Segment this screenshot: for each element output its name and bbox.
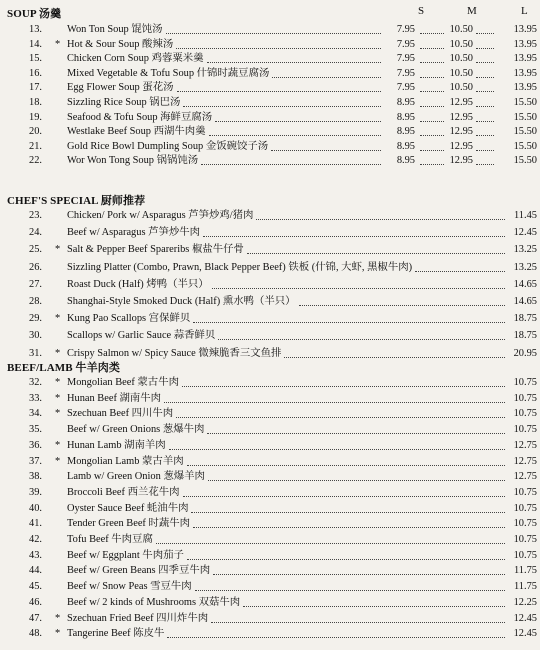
spicy-marker: * xyxy=(55,377,61,388)
menu-item-row xyxy=(0,406,540,422)
price-large: 15.50 xyxy=(513,97,537,108)
item-name: Scallops w/ Garlic Sauce 蒜香鲜贝 xyxy=(67,330,216,342)
menu-item-row xyxy=(0,37,540,53)
menu-item-row xyxy=(0,501,540,517)
item-name: Sizzling Rice Soup 锅巴汤 xyxy=(67,97,181,108)
item-name: Mongolian Beef 蒙古牛肉 xyxy=(67,377,179,388)
item-name: Seafood & Tofu Soup 海鲜豆腐汤 xyxy=(67,111,213,123)
dot-leader xyxy=(476,33,494,34)
menu-item-row xyxy=(0,294,540,310)
item-number: 25. xyxy=(29,244,42,256)
item-number: 41. xyxy=(29,518,42,530)
item-name: Egg Flower Soup 蛋花汤 xyxy=(67,82,174,94)
item-number: 22. xyxy=(29,155,42,167)
item-price: 10.75 xyxy=(513,408,537,420)
item-name: Beef w/ 2 kinds of Mushrooms 双菇牛肉 xyxy=(67,596,241,608)
item-number: 20. xyxy=(29,126,42,138)
item-name: Broccoli Beef 西兰花牛肉 xyxy=(67,486,180,498)
item-price: 10.75 xyxy=(513,502,537,514)
price-small: 7.95 xyxy=(396,82,415,94)
item-number: 48. xyxy=(29,628,42,640)
dot-leader xyxy=(191,512,505,513)
price-large: 15.50 xyxy=(513,140,537,152)
menu-item-row xyxy=(0,346,540,362)
item-price: 12.75 xyxy=(513,439,537,451)
menu-item-row xyxy=(0,124,540,140)
menu-item-row xyxy=(0,110,540,126)
item-number: 26. xyxy=(29,261,42,273)
menu-item-row xyxy=(0,95,540,111)
item-number: 29. xyxy=(29,313,42,325)
menu-item-row xyxy=(0,328,540,344)
price-large: 15.50 xyxy=(513,126,537,138)
item-price: 10.75 xyxy=(513,518,537,530)
price-small: 8.95 xyxy=(396,111,415,123)
menu-item-row xyxy=(0,391,540,407)
menu-item-row xyxy=(0,611,540,627)
item-number: 37. xyxy=(29,455,42,467)
menu-item-row xyxy=(0,516,540,532)
dot-leader xyxy=(476,62,494,63)
size-header-small: S xyxy=(418,5,425,17)
dot-leader xyxy=(201,164,381,165)
dot-leader xyxy=(476,135,494,136)
price-medium: 12.95 xyxy=(449,155,473,167)
menu-item-row xyxy=(0,66,540,82)
price-small: 7.95 xyxy=(396,38,415,50)
dot-leader xyxy=(209,135,381,136)
dot-leader xyxy=(272,77,381,78)
price-medium: 10.50 xyxy=(449,24,473,35)
menu-item-row xyxy=(0,469,540,485)
chef-section-title: CHEF'S SPECIAL 厨师推荐 xyxy=(7,195,146,207)
price-large: 15.50 xyxy=(513,155,537,167)
price-small: 7.95 xyxy=(396,24,415,35)
item-name: Chicken/ Pork w/ Asparagus 芦笋炒鸡/猪肉 xyxy=(67,210,254,221)
dot-leader xyxy=(176,48,381,49)
item-price: 14.65 xyxy=(513,278,537,290)
menu-item-row xyxy=(0,51,540,67)
item-number: 42. xyxy=(29,534,42,545)
item-name: Beef w/ Eggplant 牛肉茄子 xyxy=(67,549,184,561)
size-header-large: L xyxy=(521,5,528,17)
item-name: Gold Rice Bowl Dumpling Soup 金饭碗饺子汤 xyxy=(67,140,269,152)
item-name: Tofu Beef 牛肉豆腐 xyxy=(67,534,153,545)
menu-item-row xyxy=(0,548,540,564)
item-number: 14. xyxy=(29,38,42,50)
item-number: 23. xyxy=(29,210,42,221)
menu-item-row xyxy=(0,242,540,258)
item-name: Salt & Pepper Beef Spareribs 椒盐牛仔骨 xyxy=(67,244,244,256)
dot-leader xyxy=(218,339,505,340)
item-number: 43. xyxy=(29,549,42,561)
dot-leader xyxy=(177,91,381,92)
menu-item-row xyxy=(0,595,540,611)
price-medium: 10.50 xyxy=(449,53,473,65)
dot-leader xyxy=(213,574,505,575)
price-small: 7.95 xyxy=(396,67,415,79)
menu-item-row xyxy=(0,260,540,276)
item-name: Beef w/ Snow Peas 雪豆牛肉 xyxy=(67,581,192,593)
item-name: Lamb w/ Green Onion 葱爆羊肉 xyxy=(67,471,205,483)
dot-leader xyxy=(187,559,505,560)
dot-leader xyxy=(476,48,494,49)
dot-leader xyxy=(211,622,505,623)
dot-leader xyxy=(476,91,494,92)
dot-leader xyxy=(183,496,505,497)
item-number: 15. xyxy=(29,53,42,65)
price-small: 8.95 xyxy=(396,140,415,152)
dot-leader xyxy=(193,322,505,323)
price-medium: 12.95 xyxy=(449,111,473,123)
spicy-marker: * xyxy=(55,313,61,325)
item-name: Crispy Salmon w/ Spicy Sauce 微辣脆香三文鱼排 xyxy=(67,347,282,359)
menu-item-row xyxy=(0,454,540,470)
beef-section-title: BEEF/LAMB 牛羊肉类 xyxy=(7,362,120,374)
item-name: Kung Pao Scallops 宫保鲜贝 xyxy=(67,313,191,325)
dot-leader xyxy=(476,150,494,151)
item-price: 11.45 xyxy=(514,210,537,221)
dot-leader xyxy=(243,606,505,607)
item-number: 34. xyxy=(29,408,42,420)
item-price: 13.25 xyxy=(513,244,537,256)
price-large: 13.95 xyxy=(513,24,537,35)
price-medium: 10.50 xyxy=(449,67,473,79)
dot-leader xyxy=(415,271,505,272)
menu-item-row xyxy=(0,626,540,642)
item-name: Wor Won Tong Soup 锅锅饨汤 xyxy=(67,155,199,167)
menu-item-row xyxy=(0,563,540,579)
menu-item-row xyxy=(0,139,540,155)
item-number: 27. xyxy=(29,278,42,290)
item-price: 14.65 xyxy=(513,296,537,307)
menu-item-row xyxy=(0,422,540,438)
menu-item-row xyxy=(0,153,540,169)
spicy-marker: * xyxy=(55,612,61,624)
dot-leader xyxy=(167,637,505,638)
price-small: 8.95 xyxy=(396,126,415,138)
dot-leader xyxy=(271,150,381,151)
item-name: Roast Duck (Half) 烤鸭（半只） xyxy=(67,278,209,290)
item-number: 47. xyxy=(29,612,42,624)
item-name: Won Ton Soup 馄饨汤 xyxy=(67,24,163,35)
spicy-marker: * xyxy=(55,244,61,256)
item-name: Hot & Sour Soup 酸辣汤 xyxy=(67,38,174,50)
dot-leader xyxy=(164,402,505,403)
item-price: 12.45 xyxy=(513,227,537,239)
item-price: 10.75 xyxy=(513,377,537,388)
spicy-marker: * xyxy=(55,347,61,359)
item-price: 10.75 xyxy=(513,424,537,436)
dot-leader xyxy=(166,33,381,34)
item-price: 12.45 xyxy=(513,628,537,640)
menu-item-row xyxy=(0,208,540,224)
item-name: Beef w/ Green Onions 葱爆牛肉 xyxy=(67,424,205,436)
menu-item-row xyxy=(0,438,540,454)
dot-leader xyxy=(156,543,505,544)
item-price: 18.75 xyxy=(513,313,537,325)
dot-leader xyxy=(187,465,505,466)
menu-item-row xyxy=(0,311,540,327)
spicy-marker: * xyxy=(55,38,61,50)
item-name: Hunan Beef 湖南牛肉 xyxy=(67,392,162,404)
item-number: 46. xyxy=(29,596,42,608)
item-name: Chicken Corn Soup 鸡蓉粟米羹 xyxy=(67,53,204,65)
item-price: 10.75 xyxy=(513,534,537,545)
item-number: 16. xyxy=(29,67,42,79)
dot-leader xyxy=(476,77,494,78)
item-name: Mixed Vegetable & Tofu Soup 什锦时蔬豆腐汤 xyxy=(67,67,270,79)
price-small: 8.95 xyxy=(396,97,415,108)
item-price: 13.25 xyxy=(513,261,537,273)
item-number: 19. xyxy=(29,111,42,123)
spicy-marker: * xyxy=(55,455,61,467)
item-name: Hunan Lamb 湖南羊肉 xyxy=(67,439,166,451)
item-number: 24. xyxy=(29,227,42,239)
item-name: Westlake Beef Soup 西湖牛肉羹 xyxy=(67,126,206,138)
dot-leader xyxy=(203,236,505,237)
dot-leader xyxy=(215,121,381,122)
item-price: 10.75 xyxy=(513,486,537,498)
item-number: 21. xyxy=(29,140,42,152)
dot-leader xyxy=(169,449,505,450)
dot-leader xyxy=(195,590,505,591)
item-number: 44. xyxy=(29,565,42,577)
price-large: 13.95 xyxy=(513,67,537,79)
item-number: 30. xyxy=(29,330,42,342)
item-name: Mongolian Lamb 蒙古羊肉 xyxy=(67,455,184,467)
item-name: Tangerine Beef 陈皮牛 xyxy=(67,628,165,640)
item-name: Beef w/ Asparagus 芦笋炒牛肉 xyxy=(67,227,201,239)
price-small: 7.95 xyxy=(396,53,415,65)
dot-leader xyxy=(208,480,505,481)
price-medium: 12.95 xyxy=(449,140,473,152)
item-price: 12.25 xyxy=(513,596,537,608)
menu-item-row xyxy=(0,277,540,293)
spicy-marker: * xyxy=(55,392,61,404)
menu-item-row xyxy=(0,375,540,391)
price-medium: 10.50 xyxy=(449,38,473,50)
item-number: 35. xyxy=(29,424,42,436)
item-number: 18. xyxy=(29,97,42,108)
item-price: 11.75 xyxy=(514,565,537,577)
item-price: 20.95 xyxy=(513,347,537,359)
item-number: 33. xyxy=(29,392,42,404)
item-number: 17. xyxy=(29,82,42,94)
dot-leader xyxy=(182,386,505,387)
price-large: 15.50 xyxy=(513,111,537,123)
item-number: 39. xyxy=(29,486,42,498)
dot-leader xyxy=(256,219,505,220)
dot-leader xyxy=(284,357,505,358)
item-number: 45. xyxy=(29,581,42,593)
item-price: 12.45 xyxy=(513,612,537,624)
item-price: 12.75 xyxy=(513,471,537,483)
item-number: 32. xyxy=(29,377,42,388)
dot-leader xyxy=(247,253,505,254)
item-price: 10.75 xyxy=(513,549,537,561)
price-large: 13.95 xyxy=(513,53,537,65)
price-small: 8.95 xyxy=(396,155,415,167)
item-name: Beef w/ Green Beans 四季豆牛肉 xyxy=(67,565,211,577)
dot-leader xyxy=(212,288,505,289)
size-header-medium: M xyxy=(467,5,477,17)
item-name: Oyster Sauce Beef 蚝油牛肉 xyxy=(67,502,189,514)
item-name: Szechuan Beef 四川牛肉 xyxy=(67,408,174,420)
menu-item-row xyxy=(0,485,540,501)
item-number: 13. xyxy=(29,24,42,35)
item-number: 36. xyxy=(29,439,42,451)
dot-leader xyxy=(207,433,505,434)
item-name: Szechuan Fried Beef 四川炸牛肉 xyxy=(67,612,209,624)
spicy-marker: * xyxy=(55,628,61,640)
item-number: 28. xyxy=(29,296,42,307)
price-large: 13.95 xyxy=(513,82,537,94)
item-price: 18.75 xyxy=(513,330,537,342)
dot-leader xyxy=(207,62,381,63)
price-large: 13.95 xyxy=(513,38,537,50)
spicy-marker: * xyxy=(55,439,61,451)
dot-leader xyxy=(476,164,494,165)
menu-item-row xyxy=(0,579,540,595)
price-medium: 10.50 xyxy=(449,82,473,94)
item-price: 11.75 xyxy=(514,581,537,593)
item-name: Shanghai-Style Smoked Duck (Half) 熏水鸭（半只） xyxy=(67,296,296,307)
soup-section-title: SOUP 汤羹 xyxy=(7,8,62,20)
item-number: 38. xyxy=(29,471,42,483)
item-price: 12.75 xyxy=(513,455,537,467)
dot-leader xyxy=(176,417,505,418)
item-number: 31. xyxy=(29,347,42,359)
price-medium: 12.95 xyxy=(449,126,473,138)
item-price: 10.75 xyxy=(513,392,537,404)
spicy-marker: * xyxy=(55,408,61,420)
price-medium: 12.95 xyxy=(449,97,473,108)
dot-leader xyxy=(299,305,505,306)
dot-leader xyxy=(476,106,494,107)
item-number: 40. xyxy=(29,502,42,514)
dot-leader xyxy=(476,121,494,122)
item-name: Tender Green Beef 时蔬牛肉 xyxy=(67,518,191,530)
menu-item-row xyxy=(0,532,540,548)
menu-item-row xyxy=(0,80,540,96)
item-name: Sizzling Platter (Combo, Prawn, Black Pepper Beef) 铁板 (什锦, 大虾, 黑椒牛肉) xyxy=(67,261,413,273)
menu-item-row xyxy=(0,22,540,38)
dot-leader xyxy=(183,106,381,107)
dot-leader xyxy=(193,527,505,528)
menu-item-row xyxy=(0,225,540,241)
